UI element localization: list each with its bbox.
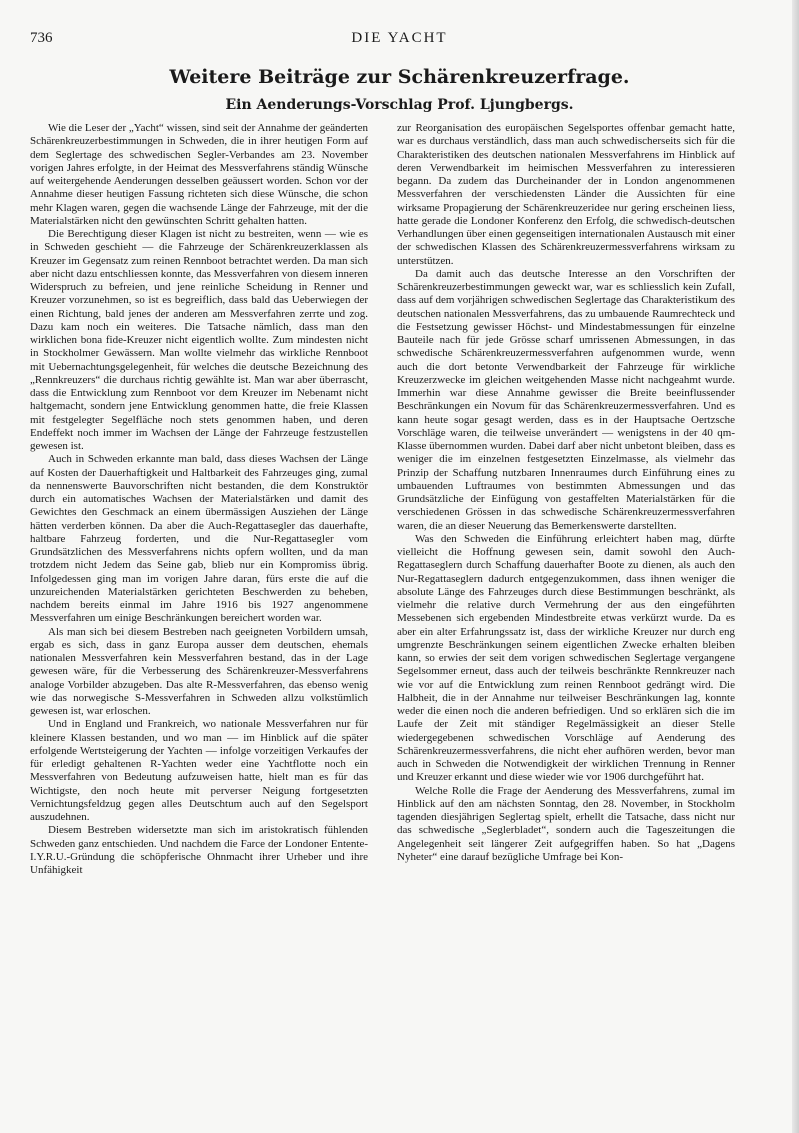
paragraph: Die Berechtigung dieser Klagen ist nicht zu bestreiten, wenn — wie es in Schweden geschieht — die Fahrzeuge der Schärenkreuzerklassen als Kreuzer im Gegensatz zum reinen Rennboot betrachtet werden. Da man sich aber nicht dazu entschliessen konnte, das Messverfahren von diesem inneren Widerspruch zu befreien, und jene reinliche Scheidung in Renner und Kreuzer vorzunehmen, so ist es begreiflich, dass bald das Ueberwiegen der einen Richtung, bald jenes der anderen am Messverfahren zerrte und zog. Dazu kam noch ein weiteres. Die Tatsache nämlich, dass man den wirklichen bona fide-Kreuzer nicht eigentlich wollte. Zum mindesten nicht in Stockholmer Gewässern. Man wollte vielmehr das wirkliche Rennboot mit Uebernachtungsgelegenheit, für welches die deutsche Bezeichnung des „Rennkreuzers“ die durchaus richtig gewählte ist. Man war aber überrascht, dass die Entwicklung zum Rennboot vor dem Kreuzer im Nebenamt nicht haltgemacht, sondern jene Entwicklung genommen hatte, die freie Klassen mit festgelegter Segelfläche noch stets genommen haben, und deren Endeffekt noch immer im Wachsen der Länge der Fahrzeuge festzustellen gewesen ist. (30, 228, 368, 452)
paragraph: Und in England und Frankreich, wo nationale Messverfahren nur für kleinere Klassen bestanden, und wo man — im Hinblick auf die später erfolgende Wertsteigerung der Yachten — infolge vorzeitigen Verkaufes der für erledigt gehaltenen R-Yachten weder eine Yachtflotte noch ein Messverfahren von Bedeutung aufzuweisen hatte, hielt man es für das Wichtigste, den noch heute mit perverser Neigung fortgesetzten Vernichtungsfeldzug gegen alles Deutschtum auch auf den Segelsport auszudehnen. (30, 718, 368, 823)
paragraph: Diesem Bestreben widersetzte man sich im aristokratisch fühlenden Schweden ganz entschieden. Und nachdem die Farce der Londoner Entente-I.Y.R.U.-Gründung die schöpferische Ohnmacht ihrer Urheber und ihre Unfähigkeit (30, 824, 368, 876)
paragraph: zur Reorganisation des europäischen Segelsportes offenbar gemacht hatte, war es durchaus verständlich, dass man auch schwedischerseits sich für die Charakteristiken des deutschen nationalen Messverfahrens im Hinblick auf deren Verwendbarkeit im heimischen Messverfahren zu interessieren begann. Da zudem das Durcheinander der in London angenommenen Messverfahren der verschiedensten Länder die Aussichten für eine wirksame Propagierung der Schärenkreuzeridee nur gering erscheinen liess, hatte gerade die Londoner Konferenz den Erfolg, die schwedisch-deutschen Verhandlungen über einen gegenseitigen internationalen Austausch mit einer der schwedischen Klassen des Schärenkreuzermessverfahrens wirksam zu unterstützen. (397, 122, 735, 267)
paragraph: Als man sich bei diesem Bestreben nach geeigneten Vorbildern umsah, ergab es sich, dass in ganz Europa ausser dem deutschen, ehemals nationalen Messverfahren kein Messverfahren bestand, das in der Lage gewesen wäre, für die Verbesserung des Schärenkreuzer-Messverfahrens analoge Vorbilder abzugeben. Das alte R-Messverfahren, das ebenso wenig wie das norwegische S-Messverfahren in Schweden allzu volkstümlich gewesen ist, war erloschen. (30, 625, 368, 717)
paragraph: Was den Schweden die Einführung erleichtert haben mag, dürfte vielleicht die Hoffnung gewesen sein, damit sowohl den Auch-Regattaseglern durch Schaffung dauerhafter Boote zu dienen, als auch den Nur-Regattaseglern dadurch entgegenzukommen, dass ihnen weniger die absolute Länge des Fahrzeuges durch diese Bestimmungen beschränkt, als vielmehr die relative durch Vermehrung der aus den eingeführten Messebenen sich ergebenden Mindestbreite etwas verkürzt wurde. Da es aber ein alter Erfahrungssatz ist, dass der wirkliche Kreuzer nur durch eng umgrenzte Beschränkungen seinem eigentlichen Zwecke erhalten bleiben kann, so erwies der seit dem vorigen schwedischen Seglertage vergangene Segelsommer erneut, dass auch der teilweis beschränkte Rennkreuzer nach wie vor auf die Entwicklung zum reinen Rennboot gedrängt wird. Die Halbheit, die in der Annahme nur teilweiser Beschränkungen lag, konnte weder die einen noch die anderen befriedigen. Und so erklären sich die im Laufe der Zeit mit ständiger Regelmässigkeit an dieser Stelle wiedergegebenen schwedischen Vorschläge auf Aenderung des Schärenkreuzermessverfahrens, die nicht eher aufhören werden, bevor man auch in Schweden die Notwendigkeit der wirklichen Trennung in Renner und Kreuzer erkannt und diese wieder wie vor 1906 durchgeführt hat. (397, 532, 735, 784)
paragraph: Da damit auch das deutsche Interesse an den Vorschriften der Schärenkreuzerbestimmungen geweckt war, war es schliesslich kein Zufall, dass auf dem vorjährigen schwedischen Seglertage das Charakteristikum des deutschen nationalen Messverfahrens, das zu umbauende Raumrechteck und die Festsetzung gewisser Höchst- und Mindestabmessungen für einzelne Bauteile nach für jede Grösse scharf umrissenen Abmessungen, in das schwedische Schärenkreuzermessverfahren aufgenommen wurde, wenn auch die dort betonte Verwendbarkeit der Fahrzeuge für wirkliche Kreuzerzwecke im gleichen weitgehenden Masse nicht nachgeahmt wurde. Immerhin war diese Annahme gewisser die Breite beeinflussender Beschränkungen ein Novum für das Schärenkreuzermessverfahren. Und es kann heute sogar gesagt werden, dass es in der Hauptsache Oertzsche Vorschläge waren, die teilweise unverändert — wenigstens in der 40 qm-Klasse übernommen wurden. Dabei darf aber nicht unbetont bleiben, dass es weniger die im einzelnen festgesetzten Einzelmasse, als vielmehr das Prinzip der Schaffung nutzbaren Innenraumes durch Einführung eines zu umbauenden Luftraumes von bestimmten Abmessungen und das Grundsätzliche der Einfügung von gestaffelten Materialstärken für die verschiedenen Grössen in das schwedische Schärenkreuzermessverfahren waren, die an dieser Neuerung das Bemerkenswerte darstellten. (397, 267, 735, 532)
right-column (397, 122, 735, 1102)
page-number: 736 (30, 30, 53, 46)
article-subtitle: Ein Aenderungs-Vorschlag Prof. Ljungbergs. (225, 97, 574, 113)
paragraph: Wie die Leser der „Yacht“ wissen, sind seit der Annahme der geänderten Schärenkreuzerbestimmungen in Schweden, die in ihrer heutigen Form auf dem Seglertage des schwedischen Segler-Verbandes am 23. November vorigen Jahres erfolgte, in der Heimat des Messverfahrens ständig Wünsche auf weitergehende Aenderungen desselben geäussert worden. Schon vor der Annahme dieser heutigen Fassung richteten sich diese Wünsche, die schon mehr Klagen waren, gegen die wachsende Länge der Fahrzeuge, mit der die Materialstärken nicht den gewünschten Schritt gehalten hatten. (30, 122, 368, 227)
left-column (30, 122, 368, 1102)
paragraph: Welche Rolle die Frage der Aenderung des Messverfahrens, zumal im Hinblick auf den am nächsten Sonntag, den 28. November, in Stockholm tagenden diesjährigen Seglertag spielt, erhellt die Tatsache, dass nicht nur das schwedische „Seglerbladet“, sondern auch die Tageszeitungen die Angelegenheit seit längerer Zeit aufgegriffen haben. So hat „Dagens Nyheter“ eine darauf bezügliche Umfrage bei Kon- (397, 784, 735, 863)
running-head: DIE YACHT (351, 30, 448, 46)
paragraph: Auch in Schweden erkannte man bald, dass dieses Wachsen der Länge auf Kosten der Dauerhaftigkeit und Haltbarkeit des Fahrzeuges ging, zumal da nennenswerte Bauvorschriften nicht bestanden, die dem Konstruktör durch ein automatisches Wachsen der Materialstärken und damit des Gewichtes den Geschmack an einem übermässigen Ausziehen der Länge hätten verderben können. Da aber die Auch-Regattasegler das dauerhafte, haltbare Fahrzeug forderten, und die Nur-Regattasegler vom Grundsätzlichen des Messverfahrens nichts opfern wollten, und da man trotzdem nicht Jedem das Seine gab, blieb nur ein Kompromiss übrig. Infolgedessen ging man im vorigen Jahre daran, fürs erste die auf die unzureichenden Materialstärken gerichteten Beschwerden zu beheben, nachdem bereits einmal im Jahre 1916 bis 1927 angenommene Messverfahren um einige Beschränkungen bereichert worden war. (30, 453, 368, 625)
scan-edge-shadow (792, 0, 799, 1133)
article-title: Weitere Beiträge zur Schärenkreuzerfrage. (169, 66, 630, 88)
